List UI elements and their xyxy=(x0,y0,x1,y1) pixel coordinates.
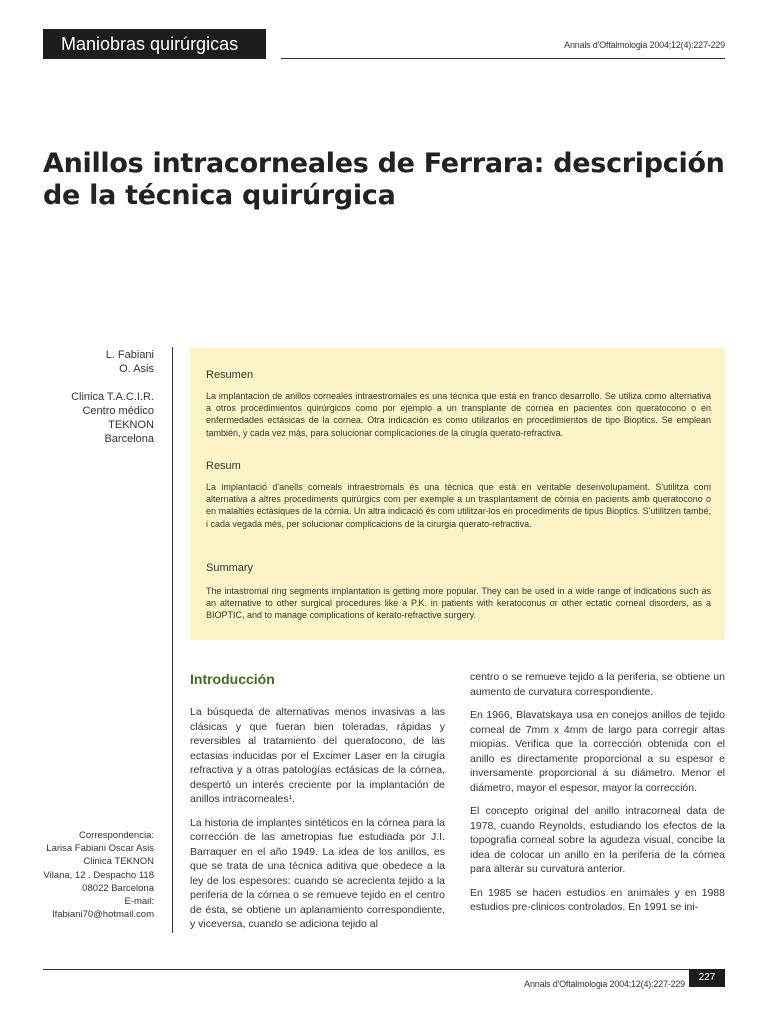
body-paragraph: La búsqueda de alternativas menos invasivas a las clásicas y que fueran bien toleradas, rápidas y reversibles al tratamiento del queratocono, de las ectasias inducidas por el Excimer Laser en la cirugía refractiva y a otras patologías ectásicas de la córnea, despertó un interés creciente por la implantación de anillos intracorneales¹. xyxy=(190,706,445,805)
article-title: Anillos intracorneales de Ferrara: descripción de la técnica quirúrgica xyxy=(43,148,725,211)
body-paragraph: La historia de implantes sintéticos en la córnea para la corrección de las ametropias fue estudiada por J.I. Barraquer en el año 1949. La idea de los anillos, es que se trata de una técnica aditiva que obedece a la ley de los espesores: cuando se acrecienta tejido a la periferia de la córnea o se remueve tejido en el centro de ésta, se obtiene un aplanamiento correspondiente, y viceversa, cuando se adiciona tejido al xyxy=(190,816,445,930)
section-tag: Maniobras quirúrgicas xyxy=(43,29,266,59)
journal-reference-top: Annals d'Oftalmologia 2004;12(4):227-229 xyxy=(564,40,725,50)
journal-reference-bottom: Annals d'Oftalmologia 2004;12(4):227-229 xyxy=(524,979,685,989)
left-column xyxy=(190,705,445,941)
correspondence-email[interactable]: lfabiani70@hotmail.com xyxy=(52,909,154,921)
right-column xyxy=(470,670,725,924)
author-block xyxy=(40,348,154,446)
header-rule xyxy=(281,58,725,59)
body-paragraph: En 1985 se hacen estudios en animales y en 1988 estudios pre-clinicos controlados. En 1991 se ini- xyxy=(470,886,725,913)
body-paragraph: En 1966, Blavatskaya usa en conejos anillos de tejido corneal de 7mm x 4mm de largo para corregir altas miopias. Verifica que la corrección obtenida con el anillo es directamente proporcional a su espesor e inversamente proporcional a su diámetro. Menor el diámetro, mayor el espesor, mayor la corrección. xyxy=(470,709,725,794)
summary-text: The intastromal ring segments implantation is getting more popular. They can be used in a wide range of indications such as an alternative to other surgical procedures like a P.K. in patients with keratoconus or other ectatic corneal disorders, as a BIOPTIC, and to manage complications of kerato-refractive surgery. xyxy=(206,586,711,621)
correspondence-line: E-mail: xyxy=(124,896,154,908)
resumen-text: La implantacion de anillos corneales intraestromales es una técnica que está en franco desarrollo. Se utiliza como alternativa a otros procedimientos quirúrgicos como por ejemplo a un transplante de cornea en pacientes con queratocono o en enfermedades ectásicas de la cornea. Otra indicación es como utilizarlos en procedimientos de tipo Bioptics. Se emplean también, y cada vez más, para solucionar complicaciones de la cirugía querato-refractiva. xyxy=(206,391,711,438)
correspondence-block xyxy=(40,829,154,921)
resum-text: La implantació d'anells corneals intraestromals és una tècnica que està en veritable desenvolupament. S'utilitza com alternativa a altres procediments quirúrgics com per exemple a un trasplantament de còrnia en pacients amb queratocono o en malalties ectàsiques de la còrnia. Un altra indicació és com utilitzar-los en procediments de tipus Bioptics. S'utilitzen també, i cada vegada més, per solucionar complicacions de la cirurgia querato-refractiva. xyxy=(206,482,711,529)
affiliation-line: Centro médico xyxy=(82,405,154,417)
resumen-heading: Resumen xyxy=(206,369,254,381)
summary-heading: Summary xyxy=(206,562,254,574)
affiliation-line: Barcelona xyxy=(104,433,154,445)
body-paragraph: El concepto original del anillo intracorneal data de 1978, cuando Reynolds, estudiando los efectos de la topografia corneal sobre la agudeza visual, concibe la idea de colocar un anillo en la periferia de la córnea para alterar su curvatura anterior. xyxy=(470,805,725,875)
correspondence-line: Clinica TEKNON xyxy=(83,856,154,868)
correspondence-line: Vilana, 12 . Despacho 118 xyxy=(43,869,154,881)
page-number: 227 xyxy=(689,969,725,987)
author-name: L. Fabiani xyxy=(105,349,154,361)
footer-rule xyxy=(43,969,725,970)
body-paragraph: centro o se remueve tejido a la periferia, se obtiene un aumento de curvatura correspondiente. xyxy=(470,671,725,698)
introduction-heading: Introducción xyxy=(190,671,275,687)
author-name: O. Asis xyxy=(119,363,154,375)
affiliation-line: TEKNON xyxy=(108,419,154,431)
correspondence-line: 08022 Barcelona xyxy=(82,882,154,894)
correspondence-line: Larisa Fabiani Oscar Asis xyxy=(46,843,154,855)
affiliation-line: Clinica T.A.C.I.R. xyxy=(71,391,154,403)
sidebar-rule xyxy=(172,347,173,933)
resum-heading: Resum xyxy=(206,460,241,472)
correspondence-label: Correspondencia: xyxy=(79,830,154,841)
abstract-box xyxy=(190,348,725,640)
